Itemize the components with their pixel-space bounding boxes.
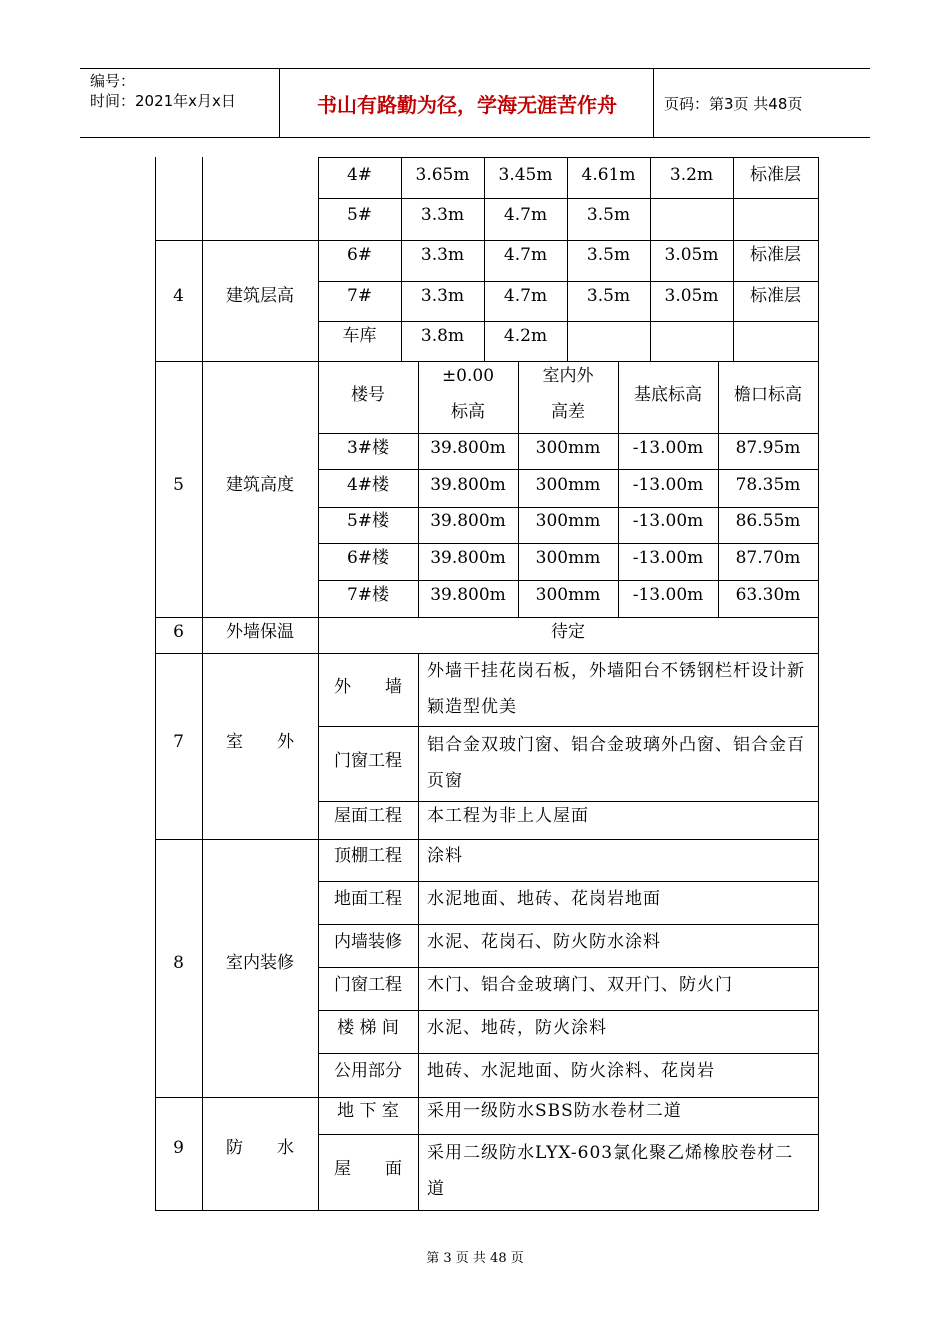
sub-desc: 涂料	[427, 846, 463, 866]
sub-desc: 水泥、地砖，防火涂料	[427, 1018, 607, 1038]
cell: 3.3m	[420, 286, 465, 306]
cell: 3.3m	[420, 245, 465, 265]
cell: -13.00m	[632, 475, 704, 495]
cell: 3.8m	[420, 326, 465, 346]
cell: 标准层	[750, 286, 801, 306]
cell: 3.5m	[586, 286, 631, 306]
cell: 86.55m	[735, 511, 801, 531]
cell: 7#楼	[346, 585, 390, 605]
time-label: 时间：2021年x月x日	[90, 92, 236, 110]
cell: 4.61m	[581, 165, 636, 185]
header-cell: 室内外	[542, 366, 594, 386]
sub-desc: 铝合金双玻门窗、铝合金玻璃外凸窗、铝合金百页窗	[427, 735, 805, 791]
item-name: 建筑层高	[226, 286, 294, 306]
sub-item: 内墙装修	[334, 932, 402, 952]
cell: 87.95m	[735, 438, 801, 458]
item-name: 外墙保温	[226, 622, 294, 642]
sub-desc: 采用一级防水SBS防水卷材二道	[427, 1101, 682, 1121]
header-cell: 基底标高	[634, 385, 702, 405]
item-name: 室内装修	[226, 953, 294, 973]
sub-desc: 本工程为非上人屋面	[427, 806, 589, 826]
cell: 3.5m	[586, 205, 631, 225]
cell: 300mm	[535, 548, 601, 568]
cell: 78.35m	[735, 475, 801, 495]
cell: 3.65m	[415, 165, 470, 185]
cell: 4.2m	[503, 326, 548, 346]
cell: 3.45m	[498, 165, 553, 185]
cell: 4#	[346, 165, 373, 185]
page-footer: 第 3 页 共 48 页	[426, 1251, 524, 1266]
cell: 39.800m	[430, 511, 506, 531]
cell: 39.800m	[430, 585, 506, 605]
header-cell: 标高	[451, 402, 485, 422]
sub-item: 地 下 室	[337, 1101, 399, 1121]
sub-item: 顶棚工程	[334, 846, 402, 866]
cell: 车库	[342, 326, 377, 346]
header-cell: 高差	[551, 402, 585, 422]
sub-desc: 外墙干挂花岗石板，外墙阳台不锈钢栏杆设计新颖造型优美	[427, 661, 805, 717]
header-motto: 书山有路勤为径，学海无涯苦作舟	[281, 69, 654, 137]
header-meta	[80, 69, 280, 137]
sub-item: 屋 面	[334, 1159, 402, 1179]
cell: 87.70m	[735, 548, 801, 568]
number-label: 编号：	[90, 72, 136, 90]
cell: 标准层	[750, 245, 801, 265]
sub-item: 屋面工程	[334, 806, 402, 826]
item-number: 9	[173, 1138, 184, 1158]
item-value: 待定	[551, 622, 585, 642]
header-cell: 楼号	[351, 385, 385, 405]
page-header	[80, 68, 870, 138]
cell: 6#楼	[346, 548, 390, 568]
sub-item: 楼 梯 间	[337, 1018, 399, 1038]
item-number: 6	[173, 622, 184, 642]
cell: 4.7m	[503, 245, 548, 265]
sub-item: 门窗工程	[334, 751, 402, 771]
cell: 3.3m	[420, 205, 465, 225]
item-number: 7	[173, 732, 184, 752]
cell: 标准层	[750, 165, 801, 185]
cell: 63.30m	[735, 585, 801, 605]
sub-item: 地面工程	[334, 889, 402, 909]
cell: 3.2m	[669, 165, 714, 185]
cell: 3.05m	[664, 286, 719, 306]
header-cell: 檐口标高	[734, 385, 802, 405]
sub-desc: 采用二级防水LYX-603氯化聚乙烯橡胶卷材二道	[427, 1143, 794, 1199]
sub-item: 外 墙	[334, 677, 402, 697]
sub-desc: 地砖、水泥地面、防火涂料、花岗岩	[427, 1061, 715, 1081]
cell: -13.00m	[632, 438, 704, 458]
cell: 39.800m	[430, 438, 506, 458]
sub-item: 门窗工程	[334, 975, 402, 995]
item-number: 5	[173, 475, 184, 495]
cell: 300mm	[535, 511, 601, 531]
cell: 4.7m	[503, 205, 548, 225]
item-number: 8	[173, 953, 184, 973]
sub-item: 公用部分	[334, 1061, 402, 1081]
item-number: 4	[173, 286, 184, 306]
cell: 4.7m	[503, 286, 548, 306]
item-name: 防 水	[226, 1138, 294, 1158]
cell: 39.800m	[430, 475, 506, 495]
cell: 5#	[346, 205, 373, 225]
item-name: 建筑高度	[226, 475, 294, 495]
cell: 6#	[346, 245, 373, 265]
cell: -13.00m	[632, 548, 704, 568]
cell: -13.00m	[632, 585, 704, 605]
project-table	[155, 157, 819, 1211]
item-name: 室 外	[226, 732, 294, 752]
cell: 300mm	[535, 438, 601, 458]
sub-desc: 水泥地面、地砖、花岗岩地面	[427, 889, 661, 909]
cell: 39.800m	[430, 548, 506, 568]
sub-desc: 水泥、花岗石、防火防水涂料	[427, 932, 661, 952]
sub-desc: 木门、铝合金玻璃门、双开门、防火门	[427, 975, 733, 995]
header-cell: ±0.00	[441, 366, 495, 386]
cell: 3.5m	[586, 245, 631, 265]
cell: 7#	[346, 286, 373, 306]
cell: -13.00m	[632, 511, 704, 531]
cell: 5#楼	[346, 511, 390, 531]
cell: 3#楼	[346, 438, 390, 458]
cell: 4#楼	[346, 475, 390, 495]
cell: 300mm	[535, 475, 601, 495]
header-page-label: 页码：第3页 共48页	[664, 94, 803, 113]
cell: 3.05m	[664, 245, 719, 265]
cell: 300mm	[535, 585, 601, 605]
